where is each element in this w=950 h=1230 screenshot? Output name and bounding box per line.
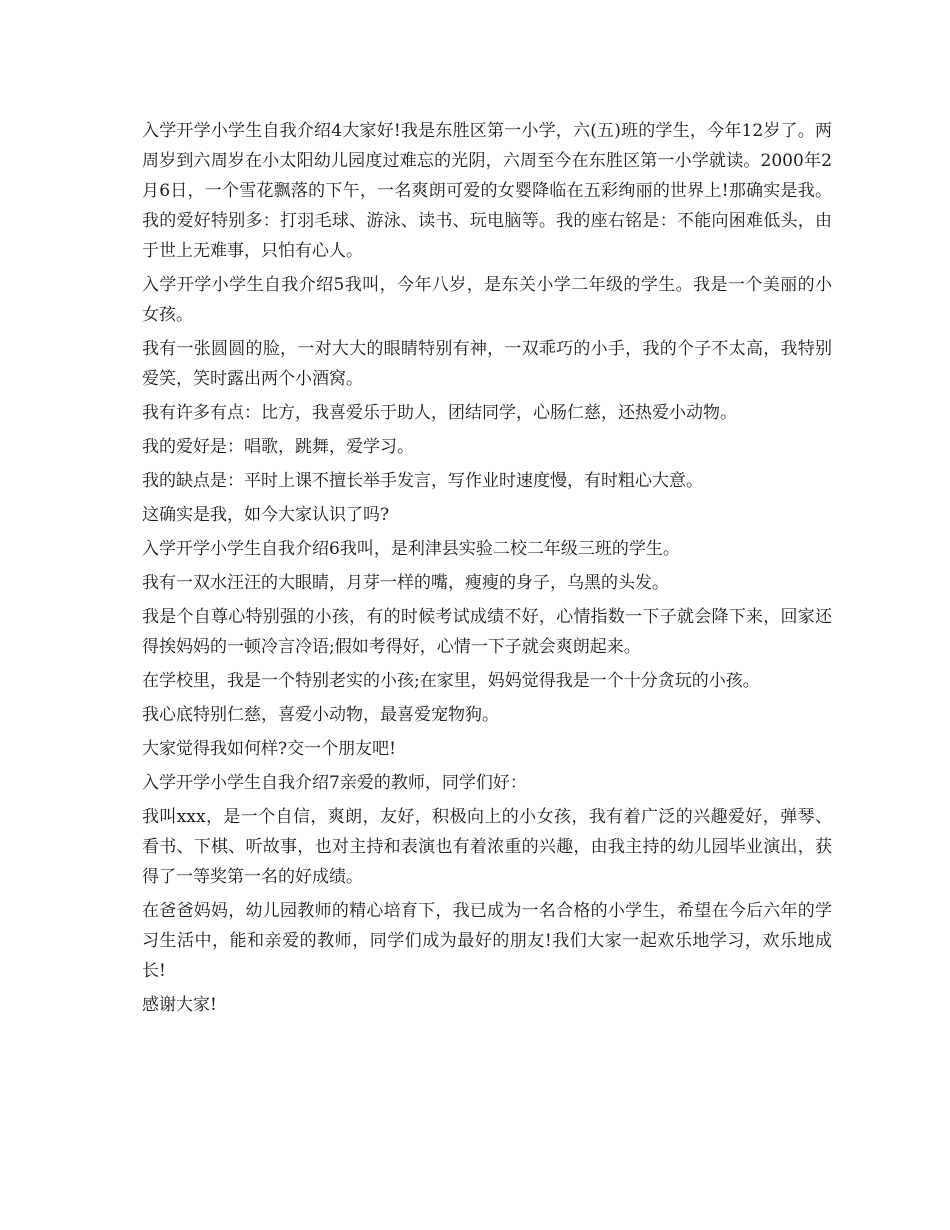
paragraph-eyes: 我有一双水汪汪的大眼睛，月芽一样的嘴，瘦瘦的身子，乌黑的头发。 bbox=[142, 573, 669, 593]
paragraph-strengths: 我有许多有点：比方，我喜爱乐于助人，团结同学，心肠仁慈，还热爱小动物。 bbox=[142, 403, 737, 423]
paragraph-friend: 大家觉得我如何样?交一个朋友吧! bbox=[142, 739, 396, 759]
paragraph-school-home: 在学校里，我是一个特别老实的小孩;在家里，妈妈觉得我是一个十分贪玩的小孩。 bbox=[142, 671, 760, 691]
paragraph-intro-7: 入学开学小学生自我介绍7亲爱的教师，同学们好： bbox=[142, 773, 527, 793]
paragraph-closing-5: 这确实是我，如今大家认识了吗? bbox=[142, 505, 390, 525]
paragraph-self-esteem: 我是个自尊心特别强的小孩，有的时候考试成绩不好，心情指数一下子就会降下来，回家还得挨妈妈的一顿冷言冷语;假如考得好，心情一下子就会爽朗起来。 bbox=[142, 607, 832, 657]
paragraph-weaknesses: 我的缺点是：平时上课不擅长举手发言，写作业时速度慢，有时粗心大意。 bbox=[142, 471, 703, 491]
paragraph-intro-4: 入学开学小学生自我介绍4大家好!我是东胜区第一小学，六(五)班的学生，今年12岁了。两周岁到六周岁在小太阳幼儿园度过难忘的光阴，六周至今在东胜区第一小学就读。2000年2月6日，一个雪花飘落的下午，一名爽朗可爱的女婴降临在五彩绚丽的世界上!那确实是我。我的爱好特别多：打羽毛球、游泳、读书、玩电脑等。我的座右铭是：不能向困难低头，由于世上无难事，只怕有心人。 bbox=[142, 121, 832, 261]
paragraph-hobbies: 我的爱好是：唱歌，跳舞，爱学习。 bbox=[142, 437, 414, 457]
paragraph-kindness: 我心底特别仁慈，喜爱小动物，最喜爱宠物狗。 bbox=[142, 705, 499, 725]
paragraph-interests: 我叫xxx，是一个自信，爽朗，友好，积极向上的小女孩，我有着广泛的兴趣爱好，弹琴、看书、下棋、听故事，也对主持和表演也有着浓重的兴趣，由我主持的幼儿园毕业演出，获得了一等奖第一名的好成绩。 bbox=[142, 807, 832, 887]
paragraph-appearance: 我有一张圆圆的脸，一对大大的眼睛特别有神，一双乖巧的小手，我的个子不太高，我特别爱笑，笑时露出两个小酒窝。 bbox=[142, 339, 832, 389]
paragraph-intro-5: 入学开学小学生自我介绍5我叫，今年八岁，是东关小学二年级的学生。我是一个美丽的小女孩。 bbox=[142, 275, 832, 325]
paragraph-thanks: 感谢大家! bbox=[142, 995, 217, 1015]
document-body bbox=[142, 116, 832, 1024]
paragraph-intro-6: 入学开学小学生自我介绍6我叫，是利津县实验二校二年级三班的学生。 bbox=[142, 539, 680, 559]
paragraph-hopes: 在爸爸妈妈，幼儿园教师的精心培育下，我已成为一名合格的小学生，希望在今后六年的学习生活中，能和亲爱的教师，同学们成为最好的朋友!我们大家一起欢乐地学习，欢乐地成长! bbox=[142, 901, 832, 981]
